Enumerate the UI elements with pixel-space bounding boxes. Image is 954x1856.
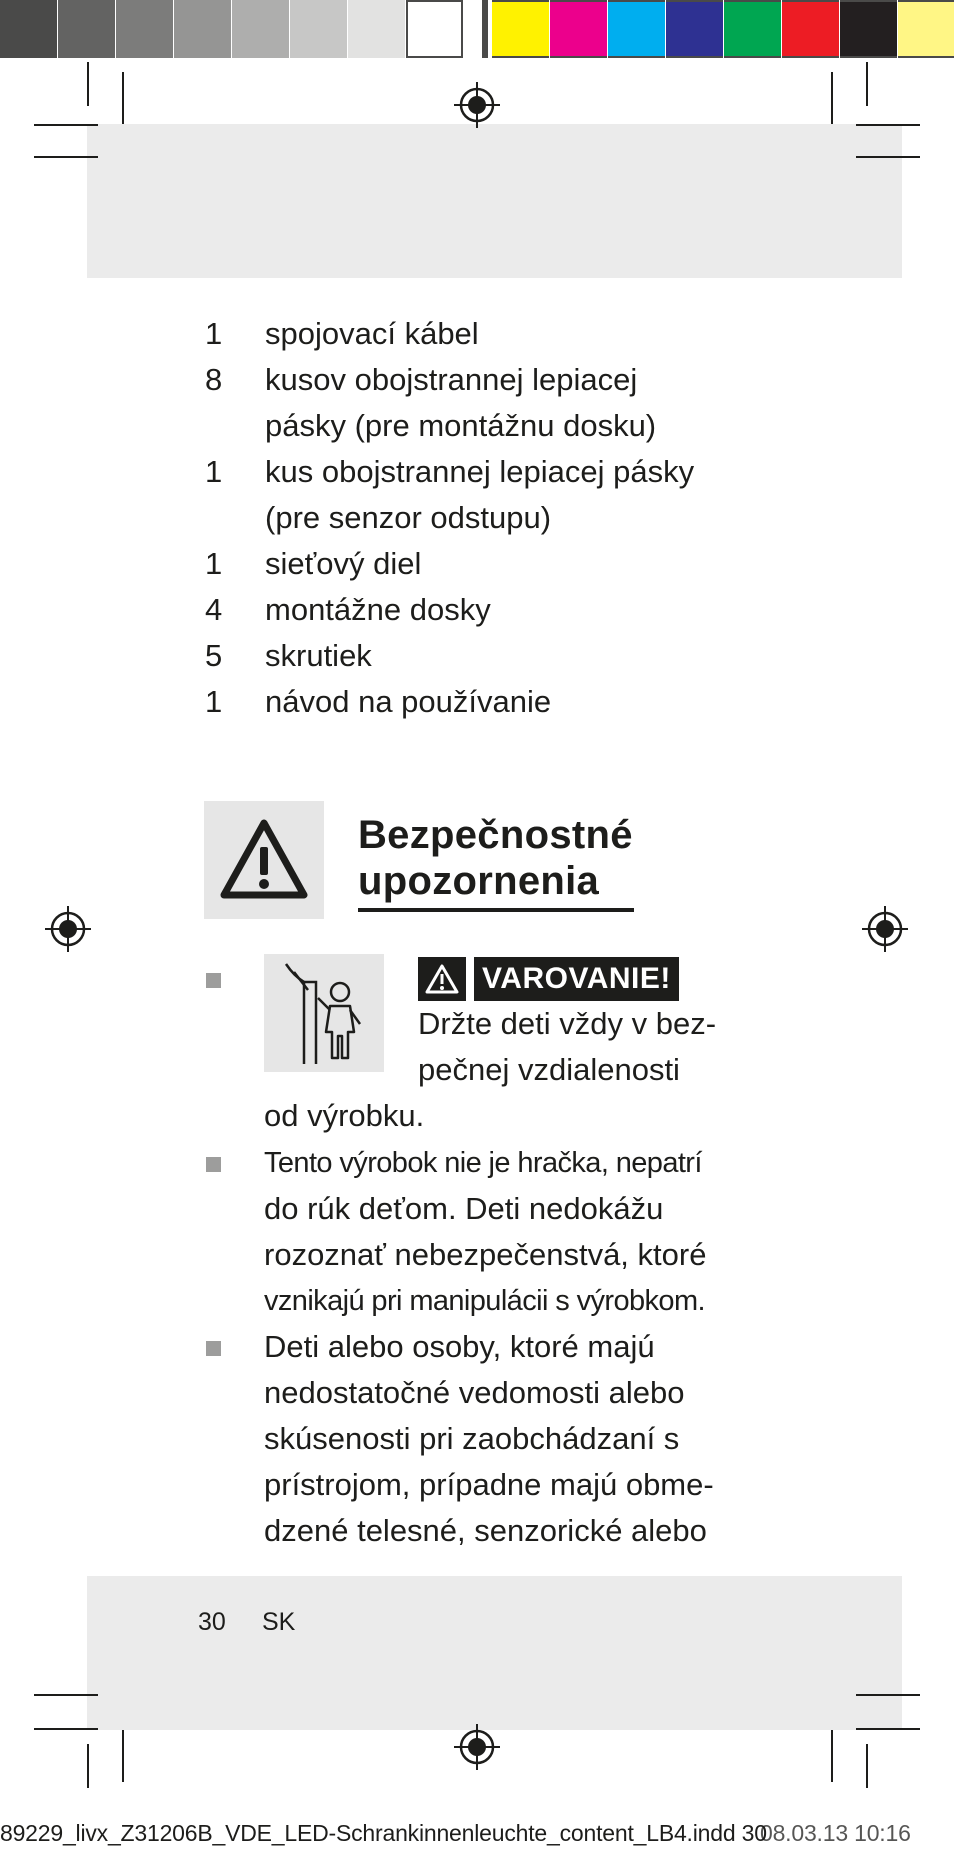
registration-mark-icon — [45, 906, 91, 952]
bullet-marker — [206, 973, 221, 988]
warning-text-line: od výrobku. — [264, 1098, 425, 1133]
registration-mark-icon — [454, 1724, 500, 1770]
item-description: kusov obojstrannej lepiacej — [265, 362, 638, 397]
paragraph-line: Tento výrobok nie je hračka, nepatrí — [264, 1147, 702, 1179]
item-description: montážne dosky — [265, 592, 491, 627]
warning-text-line: pečnej vzdialenosti — [418, 1052, 680, 1087]
process-color-swatch — [608, 0, 665, 58]
item-description: kus obojstrannej lepiacej pásky — [265, 454, 695, 489]
print-file-slug — [0, 1820, 911, 1847]
item-quantity: 1 — [205, 546, 223, 581]
item-description: (pre senzor odstupu) — [265, 500, 552, 535]
bottom-grey-panel — [87, 1576, 902, 1730]
warning-triangle-icon — [204, 801, 324, 919]
paragraph-line: nedostatočné vedomosti alebo — [264, 1375, 685, 1410]
warning-label — [418, 957, 679, 1001]
paragraph-line: do rúk deťom. Deti nedokážu — [264, 1191, 664, 1226]
grey-swatch — [116, 0, 173, 58]
item-description: pásky (pre montážnu dosku) — [265, 408, 657, 443]
bullet-marker — [206, 1157, 221, 1172]
item-quantity: 8 — [205, 362, 223, 397]
list-item — [205, 449, 765, 541]
list-item — [205, 679, 765, 725]
page-number: 30 — [198, 1608, 226, 1636]
grey-swatch — [58, 0, 115, 58]
print-date: 08.03.13 10:16 — [760, 1820, 911, 1846]
paragraph-line: prístrojom, prípadne majú obme- — [264, 1467, 714, 1502]
swatch-separator — [482, 0, 488, 58]
process-color-swatch — [492, 0, 549, 58]
item-description: návod na používanie — [265, 684, 552, 719]
registration-mark-icon — [862, 906, 908, 952]
list-item — [205, 311, 765, 357]
paragraph-line: rozoznať nebezpečenstvá, ktoré — [264, 1237, 707, 1272]
item-description: sieťový diel — [265, 546, 422, 581]
item-quantity: 5 — [205, 638, 223, 673]
process-color-swatch — [550, 0, 607, 58]
item-description: skrutiek — [265, 638, 372, 673]
child-safety-icon — [264, 954, 384, 1072]
grey-swatch — [290, 0, 347, 58]
color-calibration-bar — [0, 0, 954, 58]
grey-swatch — [406, 0, 463, 58]
list-item — [205, 357, 765, 449]
item-quantity: 1 — [205, 454, 223, 489]
process-color-swatch — [782, 0, 839, 58]
item-quantity: 4 — [205, 592, 223, 627]
bullet-marker — [206, 1341, 221, 1356]
section-heading — [358, 812, 633, 904]
paragraph-line: vznikajú pri manipulácii s výrobkom. — [264, 1285, 705, 1317]
paragraph-line: skúsenosti pri zaobchádzaní s — [264, 1421, 680, 1456]
warning-label-text: VAROVANIE! — [474, 957, 679, 1001]
paragraph-line: Deti alebo osoby, ktoré majú — [264, 1329, 655, 1364]
warning-triangle-icon — [424, 963, 460, 995]
grey-swatch — [0, 0, 57, 58]
list-item — [205, 633, 765, 679]
process-color-swatch — [898, 0, 954, 58]
paragraph-line: dzené telesné, senzorické alebo — [264, 1513, 707, 1548]
grey-swatch — [348, 0, 405, 58]
grey-swatch — [232, 0, 289, 58]
heading-underline — [358, 908, 634, 912]
item-quantity: 1 — [205, 316, 223, 351]
item-description: spojovací kábel — [265, 316, 479, 351]
warning-label-icon-box — [418, 957, 466, 1001]
language-code: SK — [262, 1608, 296, 1636]
top-grey-panel — [87, 124, 902, 278]
parts-list — [205, 311, 765, 725]
list-item — [205, 587, 765, 633]
list-item — [205, 541, 765, 587]
section-title-line: upozornenia — [358, 859, 600, 903]
print-file-name: 89229_livx_Z31206B_VDE_LED-Schrankinnenleuchte_content_LB4.indd 30 — [0, 1820, 767, 1846]
process-color-swatch — [724, 0, 781, 58]
section-icon-box — [204, 801, 324, 919]
warning-text-line: Držte deti vždy v bez- — [418, 1006, 717, 1041]
item-quantity: 1 — [205, 684, 223, 719]
process-color-swatch — [666, 0, 723, 58]
process-color-swatch — [840, 0, 897, 58]
registration-mark-icon — [454, 82, 500, 128]
child-icon-box — [264, 954, 384, 1072]
section-title-line: Bezpečnostné — [358, 813, 633, 857]
grey-swatch — [174, 0, 231, 58]
